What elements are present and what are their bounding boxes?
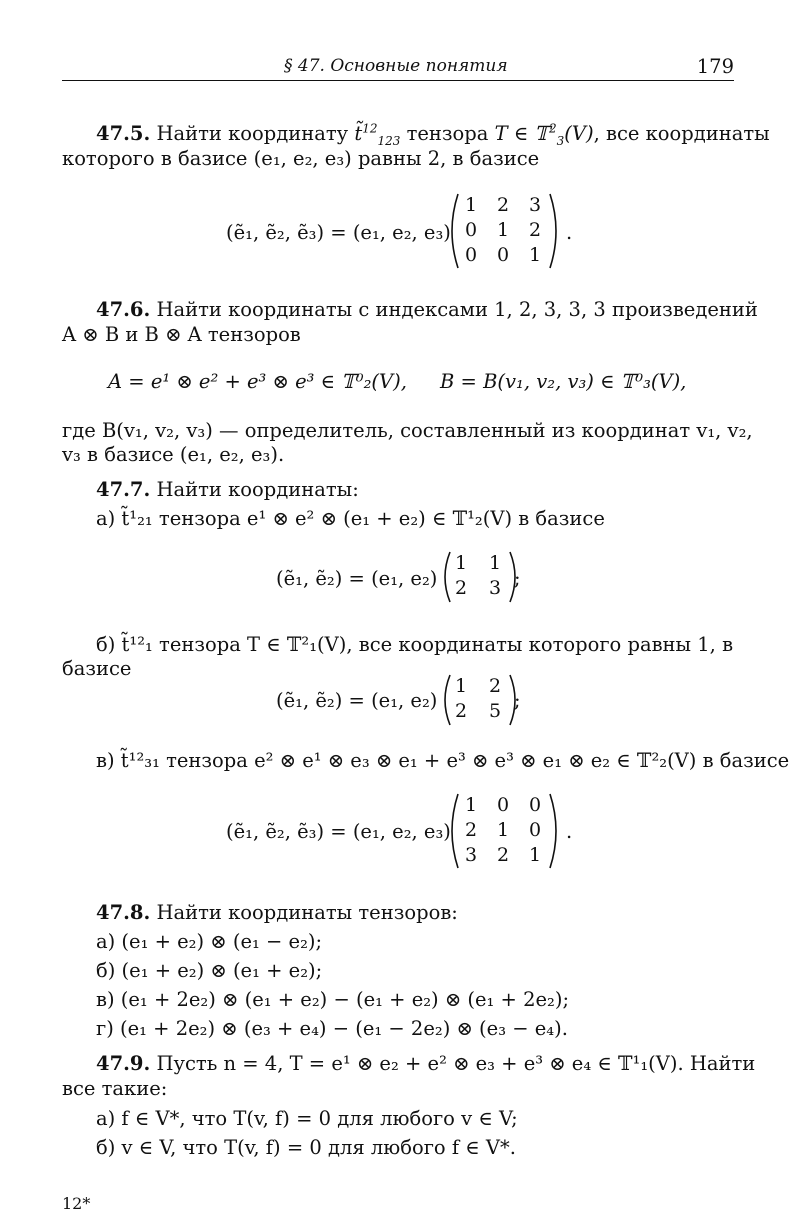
- problem-47-5-equation: (ẽ₁, ẽ₂, ẽ₃) = (e₁, e₂, e₃): [226, 221, 451, 244]
- running-header-section: § 47. Основные понятия: [284, 56, 508, 76]
- matrix-47-5: [448, 192, 560, 270]
- matrix-47-7-a: [440, 550, 520, 604]
- punctuation: .: [566, 221, 573, 244]
- header-rule: [62, 80, 734, 81]
- problem-47-8-item: б) (e₁ + e₂) ⊗ (e₁ + e₂);: [96, 959, 323, 982]
- matrix-cell: 2: [454, 700, 468, 722]
- problem-47-9-line-2: все такие:: [62, 1077, 168, 1100]
- punctuation: ;: [514, 567, 521, 590]
- problem-47-7-c-equation: (ẽ₁, ẽ₂, ẽ₃) = (e₁, e₂, e₃): [226, 820, 451, 843]
- matrix-cell: 2: [496, 844, 510, 866]
- equation-a: A = e¹ ⊗ e² + e³ ⊗ e³ ∈ 𝕋⁰₂(V),: [108, 370, 407, 393]
- problem-47-6-line-3: где B(v₁, v₂, v₃) — определитель, составленный из координат v₁, v₂,: [62, 419, 753, 442]
- matrix-cell: 0: [464, 244, 478, 266]
- matrix-cell: 3: [488, 577, 502, 599]
- problem-47-8-intro: 47.8. Найти координаты тензоров:: [96, 901, 458, 924]
- problem-47-7-b-equation: (ẽ₁, ẽ₂) = (e₁, e₂): [276, 689, 438, 712]
- matrix-cell: 1: [488, 552, 502, 574]
- matrix-cell: 1: [496, 219, 510, 241]
- matrix-cell: 2: [528, 219, 542, 241]
- problem-47-9-item: б) v ∈ V, что T(v, f) = 0 для любого f ∈ V*.: [96, 1136, 516, 1159]
- matrix-cell: 1: [496, 819, 510, 841]
- problem-47-7-b: б) t̃¹²₁ тензора T ∈ 𝕋²₁(V), все координаты которого равны 1, в: [96, 633, 734, 656]
- matrix-47-7-b: [440, 673, 520, 727]
- problem-47-9-line-1: 47.9. Пусть n = 4, T = e¹ ⊗ e₂ + e² ⊗ e₃ + e³ ⊗ e₄ ∈ 𝕋¹₁(V). Найти: [96, 1052, 756, 1075]
- problem-number: 47.6.: [96, 298, 151, 321]
- sheet-signature: 12*: [62, 1194, 91, 1213]
- problem-47-8-item: а) (e₁ + e₂) ⊗ (e₁ − e₂);: [96, 930, 323, 953]
- punctuation: ;: [514, 689, 521, 712]
- problem-47-5-line-2: которого в базисе (e₁, e₂, e₃) равны 2, в базисе: [62, 147, 540, 170]
- problem-47-8-item: в) (e₁ + 2e₂) ⊗ (e₁ + e₂) − (e₁ + e₂) ⊗ (e₁ + 2e₂);: [96, 988, 570, 1011]
- matrix-cell: 1: [464, 194, 478, 216]
- math-inline: T ∈ 𝕋$^2_3$(V): [494, 121, 594, 148]
- matrix-cell: 2: [464, 819, 478, 841]
- matrix-cell: 0: [528, 819, 542, 841]
- matrix-cell: 1: [454, 552, 468, 574]
- matrix-cell: 1: [528, 844, 542, 866]
- problem-47-6-line-1: 47.6. Найти координаты с индексами 1, 2, 3, 3, 3 произведений: [96, 298, 758, 321]
- problem-47-7-a-equation: (ẽ₁, ẽ₂) = (e₁, e₂): [276, 567, 438, 590]
- problem-47-8-item: г) (e₁ + 2e₂) ⊗ (e₃ + e₄) − (e₁ − 2e₂) ⊗ (e₃ − e₄).: [96, 1017, 568, 1040]
- matrix-47-7-c: [448, 792, 560, 870]
- problem-47-9-item: а) f ∈ V*, что T(v, f) = 0 для любого v ∈ V;: [96, 1107, 518, 1130]
- matrix-cell: 2: [454, 577, 468, 599]
- matrix-cell: 0: [496, 244, 510, 266]
- matrix-cell: 1: [454, 675, 468, 697]
- matrix-cell: 2: [488, 675, 502, 697]
- problem-47-5-line-1: 47.5. Найти координату t̃$^{12}_{123}$ тензора T ∈ 𝕋$^2_3$(V), все координаты: [96, 121, 770, 148]
- problem-47-7-c: в) t̃¹²₃₁ тензора e² ⊗ e¹ ⊗ e₃ ⊗ e₁ + e³ ⊗ e³ ⊗ e₁ ⊗ e₂ ∈ 𝕋²₂(V) в базисе: [96, 749, 790, 772]
- matrix-cell: 3: [464, 844, 478, 866]
- problem-number: 47.9.: [96, 1052, 151, 1075]
- problem-47-7-b-continued: базисе: [62, 657, 132, 680]
- matrix-cell: 0: [464, 219, 478, 241]
- problem-47-6-line-4: v₃ в базисе (e₁, e₂, e₃).: [62, 443, 285, 466]
- matrix-cell: 0: [496, 794, 510, 816]
- punctuation: .: [566, 820, 573, 843]
- matrix-cell: 0: [528, 794, 542, 816]
- book-page: [62, 0, 790, 1230]
- problem-number: 47.8.: [96, 901, 151, 924]
- matrix-cell: 1: [528, 244, 542, 266]
- matrix-cell: 3: [528, 194, 542, 216]
- problem-number: 47.7.: [96, 478, 151, 501]
- matrix-cell: 5: [488, 700, 502, 722]
- equation-b: B = B(v₁, v₂, v₃) ∈ 𝕋⁰₃(V),: [440, 370, 687, 393]
- page-number: 179: [696, 55, 734, 78]
- matrix-cell: 2: [496, 194, 510, 216]
- problem-47-7-a: а) t̃¹₂₁ тензора e¹ ⊗ e² ⊗ (e₁ + e₂) ∈ 𝕋¹₂(V) в базисе: [96, 507, 605, 530]
- problem-number: 47.5.: [96, 122, 151, 145]
- matrix-cell: 1: [464, 794, 478, 816]
- problem-47-6-line-2: A ⊗ B и B ⊗ A тензоров: [62, 323, 301, 346]
- math-inline: t̃$^{12}_{123}$: [354, 121, 401, 148]
- problem-47-7-intro: 47.7. Найти координаты:: [96, 478, 359, 501]
